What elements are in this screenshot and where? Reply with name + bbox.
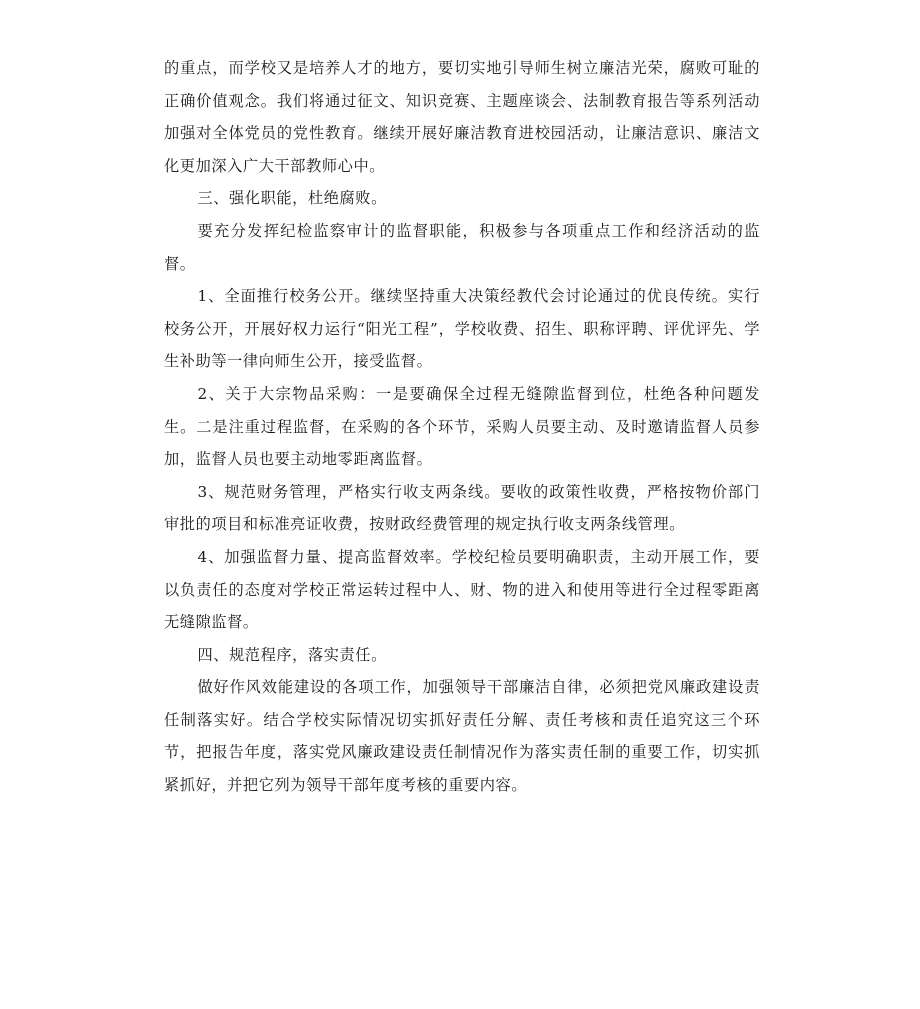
item-3-finance: 3、规范财务管理，严格实行收支两条线。要收的政策性收费，严格按物价部门审批的项目和标准亮证收费，按财政经费管理的规定执行收支两条线管理。 [164, 482, 760, 534]
paragraph-responsibility: 做好作风效能建设的各项工作，加强领导干部廉洁自律，必须把党风廉政建设责任制落实好。结合学校实际情况切实抓好责任分解、责任考核和责任追究这三个环节，把报告年度，落实党风廉政建设责任制情况作为落实责任制的重要工作，切实抓紧抓好，并把它列为领导干部年度考核的重要内容。 [164, 678, 760, 795]
document-page [164, 52, 760, 802]
item-1-school-affairs: 1、全面推行校务公开。继续坚持重大决策经教代会讨论通过的优良传统。实行校务公开，开展好权力运行“阳光工程”，学校收费、招生、职称评聘、评优评先、学生补助等一律向师生公开，接受监督。 [164, 287, 760, 371]
paragraph-supervision-intro: 要充分发挥纪检监察审计的监督职能，积极参与各项重点工作和经济活动的监督。 [164, 221, 760, 273]
item-4-supervision-strength: 4、加强监督力量、提高监督效率。学校纪检员要明确职责，主动开展工作，要以负责任的态度对学校正常运转过程中人、财、物的进入和使用等进行全过程零距离无缝隙监督。 [164, 547, 760, 632]
paragraph-continuation: 的重点，而学校又是培养人才的地方，要切实地引导师生树立廉洁光荣，腐败可耻的正确价值观念。我们将通过征文、知识竞赛、主题座谈会、法制教育报告等系列活动加强对全体党员的党性教育。继续开展好廉洁教育进校园活动，让廉洁意识、廉洁文化更加深入广大干部教师心中。 [164, 59, 760, 175]
section-heading-3: 三、强化职能，杜绝腐败。 [197, 189, 387, 208]
item-2-procurement: 2、关于大宗物品采购：一是要确保全过程无缝隙监督到位，杜绝各种问题发生。二是注重过程监督，在采购的各个环节，采购人员要主动、及时邀请监督人员参加，监督人员也要主动地零距离监督。 [164, 384, 760, 469]
section-heading-4: 四、规范程序，落实责任。 [197, 645, 387, 664]
